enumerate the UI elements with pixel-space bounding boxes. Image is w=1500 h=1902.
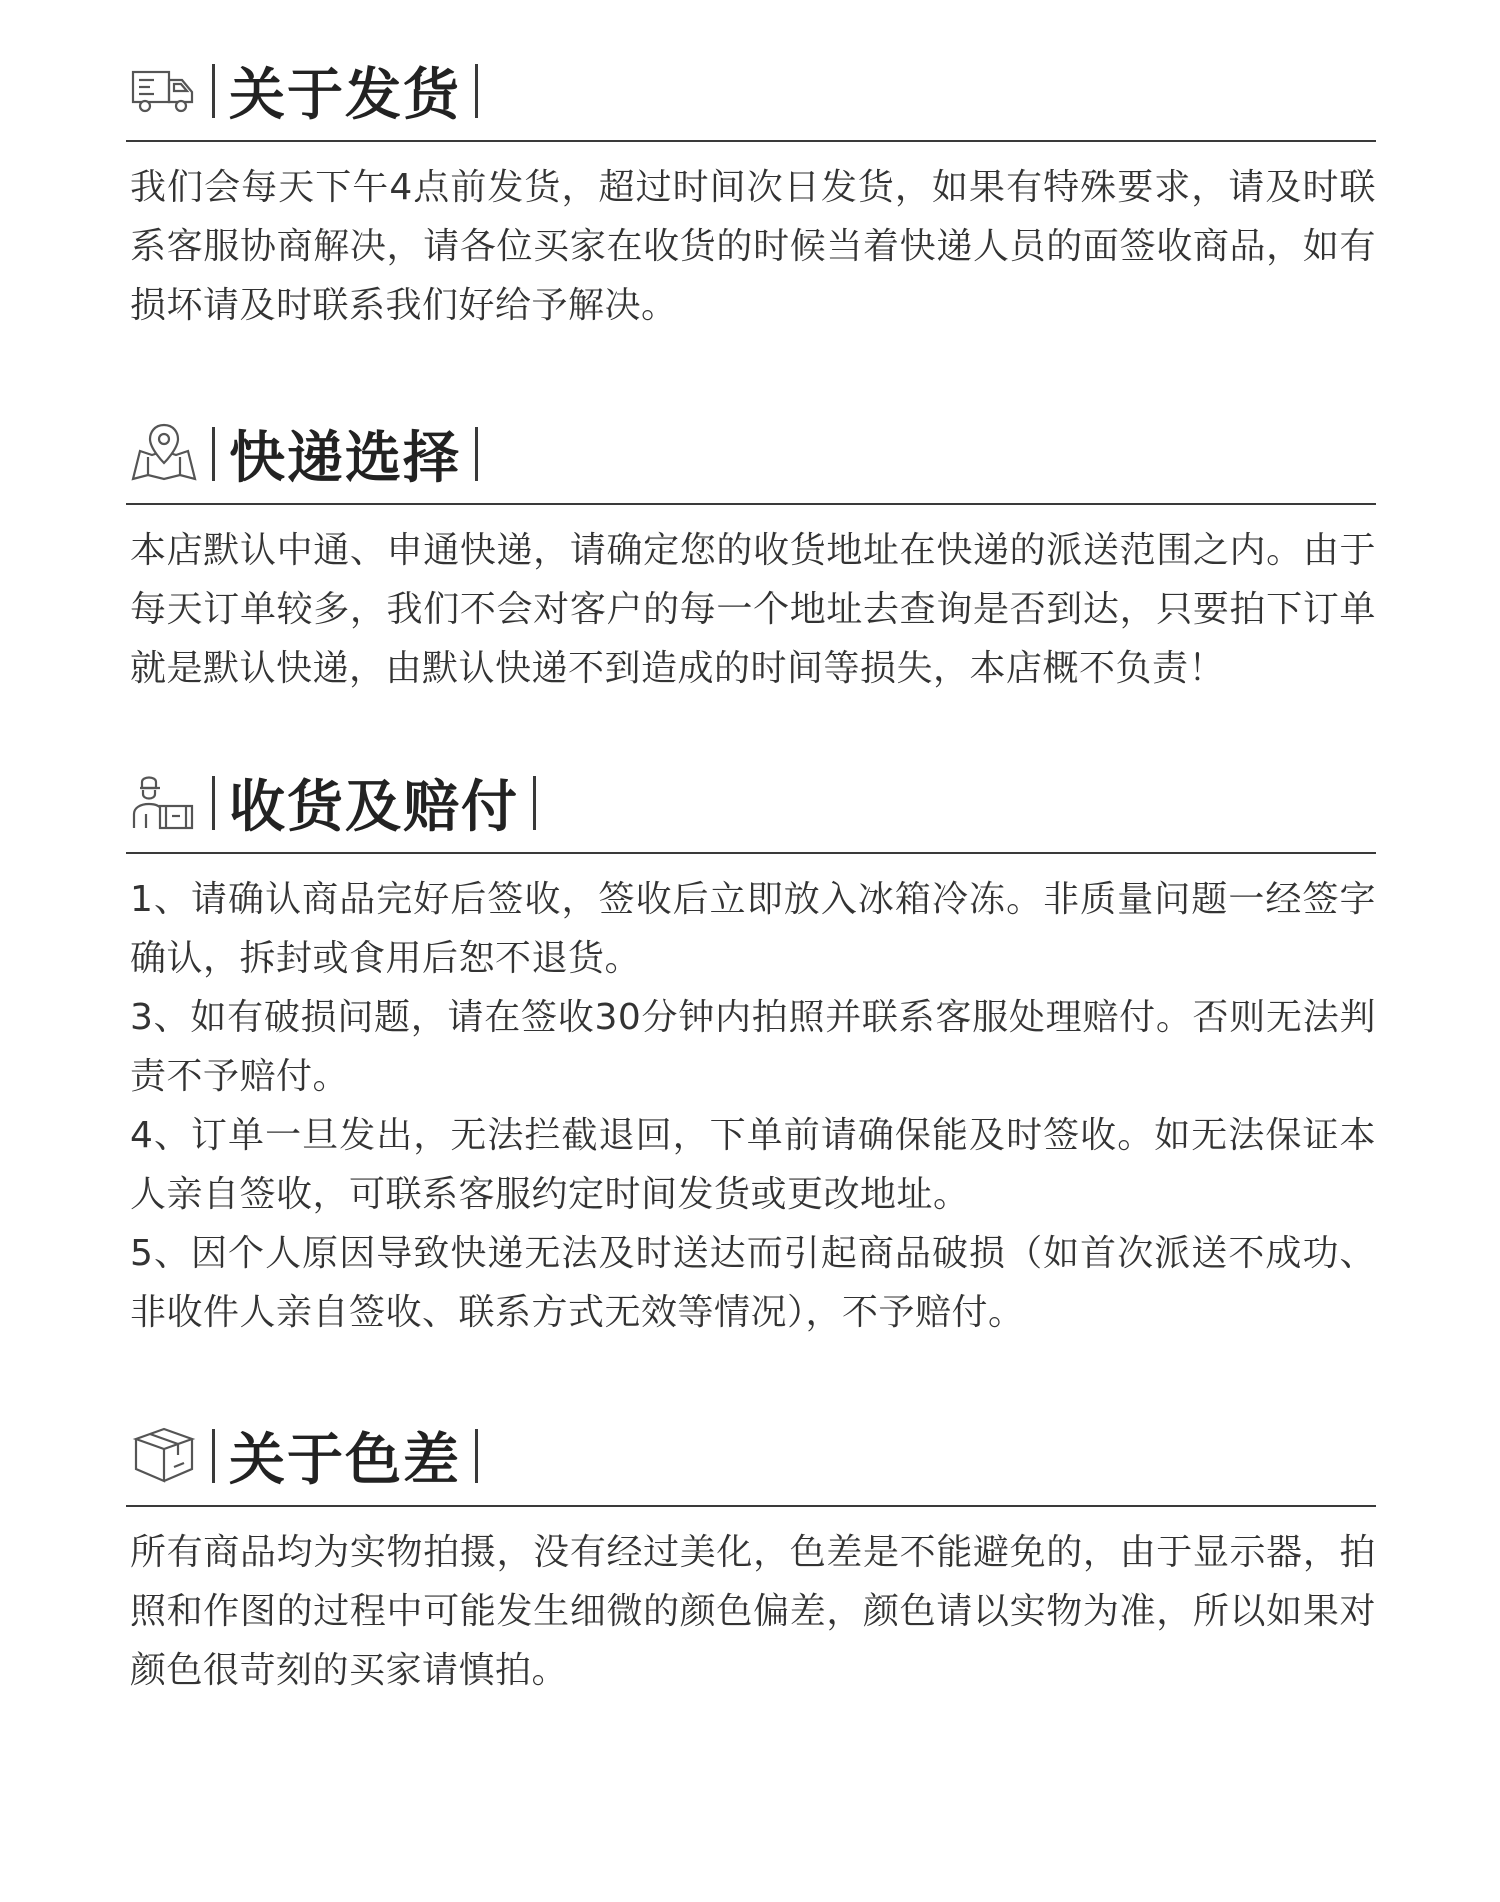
list-item: 5、因个人原因导致快递无法及时送达而引起商品破损（如首次派送不成功、非收件人亲自签收、联系方式无效等情况），不予赔付。 bbox=[130, 1233, 1376, 1333]
section-body bbox=[130, 521, 1376, 698]
title-divider bbox=[475, 427, 478, 481]
paragraph: 本店默认中通、申通快递，请确定您的收货地址在快递的派送范围之内。由于每天订单较多，我们不会对客户的每一个地址去查询是否到达，只要拍下订单就是默认快递，由默认快递不到造成的时间等损失，本店概不负责！ bbox=[130, 530, 1376, 689]
section-rule bbox=[126, 1505, 1376, 1507]
title-divider bbox=[475, 1429, 478, 1483]
section-title: 收货及赔付 bbox=[229, 775, 519, 840]
section-body bbox=[130, 870, 1376, 1342]
section-courier bbox=[126, 403, 1376, 689]
section-color-difference bbox=[126, 1405, 1376, 1691]
list-item: 4、订单一旦发出，无法拦截退回，下单前请确保能及时签收。如无法保证本人亲自签收，可联系客服约定时间发货或更改地址。 bbox=[130, 1115, 1376, 1215]
section-header bbox=[126, 1405, 1376, 1505]
section-rule bbox=[126, 503, 1376, 505]
section-header bbox=[126, 403, 1376, 503]
paragraph: 我们会每天下午4点前发货，超过时间次日发货，如果有特殊要求，请及时联系客服协商解决，请各位买家在收货的时候当着快递人员的面签收商品，如有损坏请及时联系我们好给予解决。 bbox=[130, 167, 1376, 326]
title-divider bbox=[533, 776, 536, 830]
section-rule bbox=[126, 852, 1376, 854]
paragraph: 所有商品均为实物拍摄，没有经过美化，色差是不能避免的，由于显示器，拍照和作图的过程中可能发生细微的颜色偏差，颜色请以实物为准，所以如果对颜色很苛刻的买家请慎拍。 bbox=[130, 1532, 1376, 1691]
section-title: 快递选择 bbox=[229, 426, 461, 491]
list-item: 1、请确认商品完好后签收，签收后立即放入冰箱冷冻。非质量问题一经签字确认，拆封或食用后恕不退货。 bbox=[130, 879, 1376, 979]
section-title-wrap bbox=[212, 758, 536, 848]
section-title-wrap bbox=[212, 1411, 478, 1501]
section-title-wrap bbox=[212, 409, 478, 499]
section-body bbox=[130, 158, 1376, 335]
section-title: 关于发货 bbox=[229, 63, 461, 128]
list-item: 3、如有破损问题，请在签收30分钟内拍照并联系客服处理赔付。否则无法判责不予赔付。 bbox=[130, 997, 1376, 1097]
section-receipt-compensation bbox=[126, 752, 1376, 1333]
section-header bbox=[126, 40, 1376, 140]
package-box-icon bbox=[130, 1423, 198, 1485]
delivery-truck-icon bbox=[130, 58, 198, 120]
section-title-wrap bbox=[212, 46, 478, 136]
courier-with-package-icon bbox=[130, 770, 198, 832]
section-body bbox=[130, 1523, 1376, 1700]
title-divider bbox=[475, 64, 478, 118]
section-title: 关于色差 bbox=[229, 1428, 461, 1493]
section-shipping bbox=[126, 40, 1376, 326]
section-rule bbox=[126, 140, 1376, 142]
map-location-pin-icon bbox=[130, 421, 198, 483]
section-header bbox=[126, 752, 1376, 852]
